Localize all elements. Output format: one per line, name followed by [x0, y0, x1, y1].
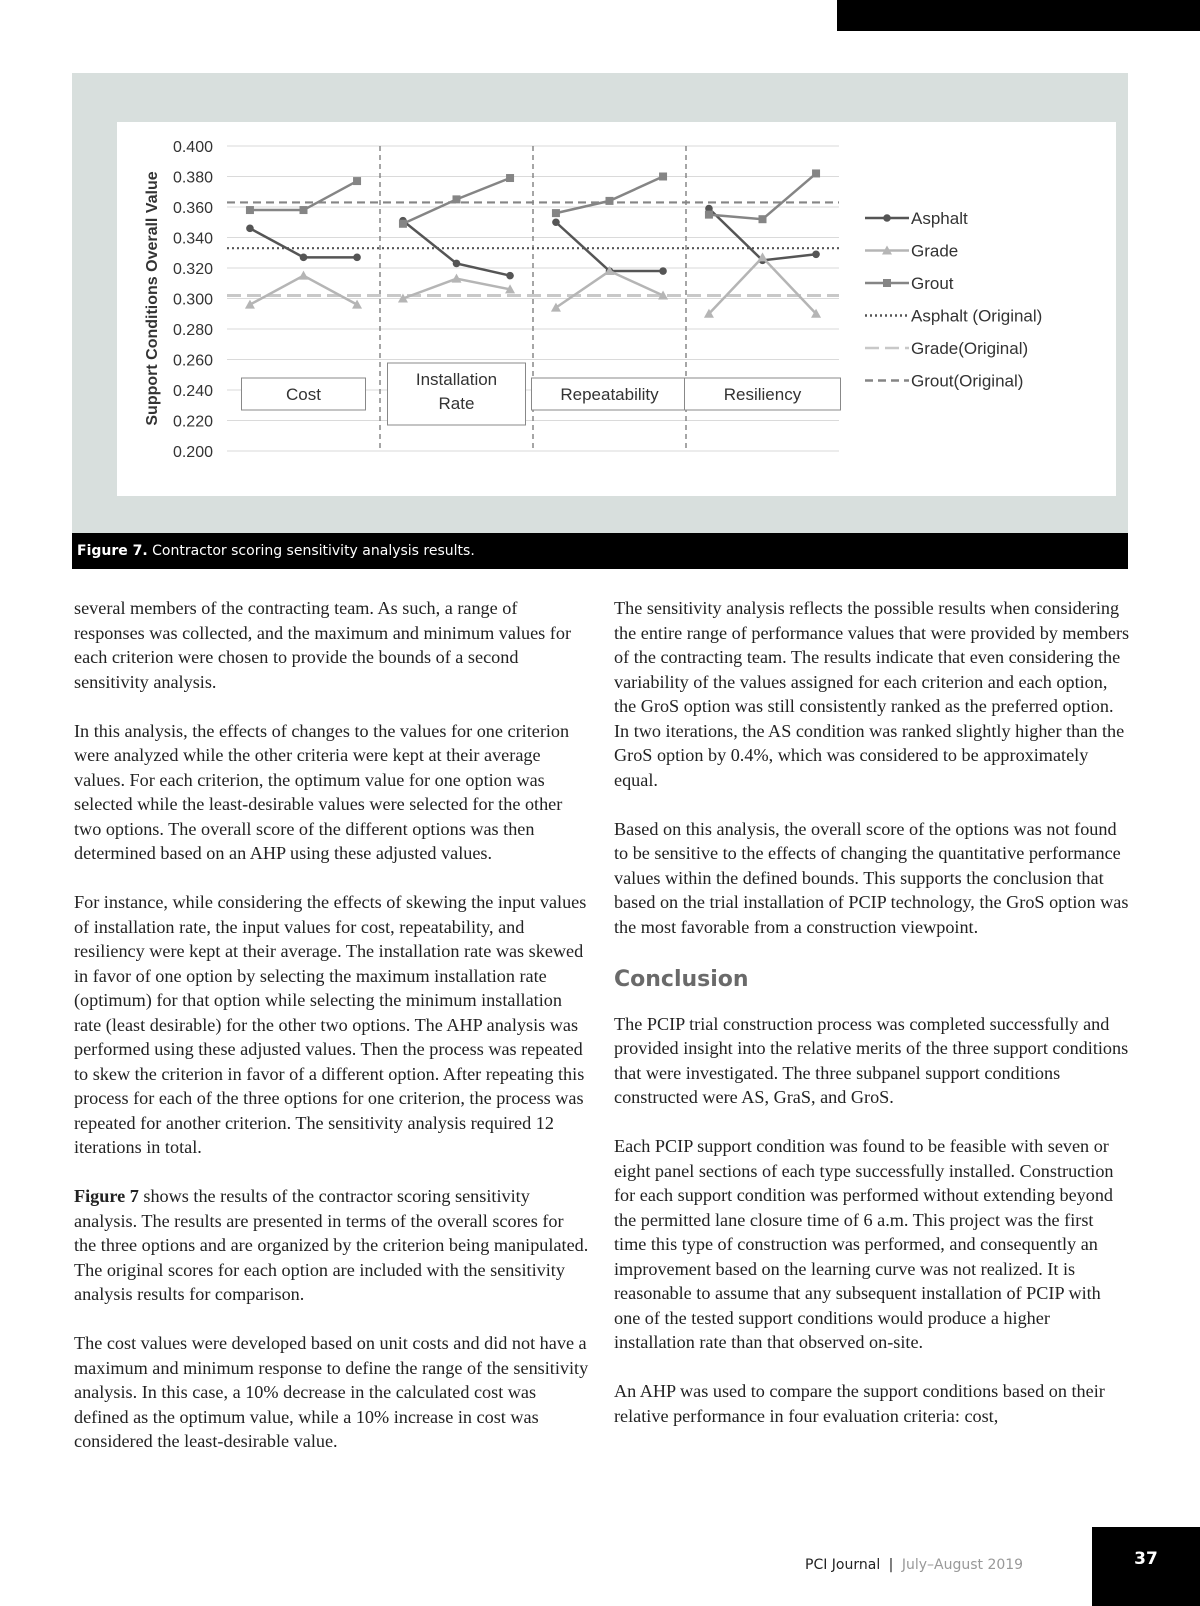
paragraph: For instance, while considering the effects of skewing the input values of installation rate, the input values for cost, repeatability, and resiliency were kept at their average. The installation rate was skewed in favor of one option by selecting the maximum installation rate (optimum) for that option while selecting the minimum installation rate (least desirable) for the other two options. The AHP analysis was performed using these adjusted values. Then the process was repeated to skew the criterion in favor of a different option. After repeating this process for each of the three options for one criterion, the process was repeated for another criterion. The sensitivity analysis required 12 iterations in total. — [74, 892, 587, 1157]
data-point — [300, 254, 308, 262]
page-number: 37 — [1092, 1527, 1200, 1606]
group-label: Repeatability — [560, 385, 659, 404]
header-black-bar — [837, 0, 1200, 31]
series-line — [250, 276, 357, 305]
legend-label: Grout — [911, 274, 954, 293]
right-text-column — [614, 596, 1130, 1453]
data-point — [506, 174, 514, 182]
legend-label: Asphalt — [911, 209, 968, 228]
data-point — [552, 209, 560, 217]
y-axis-title: Support Conditions Overall Value — [144, 171, 161, 426]
y-tick-label: 0.300 — [172, 291, 213, 309]
figure-caption-label: Figure 7. — [77, 543, 148, 559]
series-line — [250, 181, 357, 210]
data-point — [300, 206, 308, 214]
group-label: Cost — [286, 385, 321, 404]
data-point — [552, 218, 560, 226]
data-point — [353, 254, 361, 262]
legend-label: Grade(Original) — [911, 339, 1029, 358]
figure-reference[interactable]: Figure 7 — [74, 1186, 139, 1206]
chart-area — [117, 122, 1116, 496]
y-tick-label: 0.380 — [172, 169, 213, 187]
series-line — [556, 177, 663, 214]
paragraph — [74, 1184, 590, 1307]
group-label: Resiliency — [723, 385, 802, 404]
series-line — [556, 271, 663, 308]
group-label: Rate — [438, 394, 475, 413]
figure-caption — [72, 533, 1128, 569]
footer-journal-info — [805, 1557, 1023, 1573]
y-tick-label: 0.400 — [172, 139, 213, 156]
data-point — [705, 211, 713, 219]
series-line — [709, 173, 816, 219]
sensitivity-line-chart — [117, 122, 1116, 496]
data-point — [299, 271, 309, 280]
data-point — [453, 260, 461, 268]
paragraph: Based on this analysis, the overall score of the options was not found to be sensitive to the effects of changing the quantitative performance values within the defined bounds. This supports the conclusion that based on the trial installation of PCIP technology, the GroS option was the most favorable from a construction viewpoint. — [614, 818, 1129, 937]
paragraph-text: shows the results of the contractor scoring sensitivity analysis. The results are presented in terms of the overall scores for the three options and are organized by the criterion being manipulated. The original scores for each option are included with the sensitivity analysis results for comparison. — [74, 1186, 589, 1304]
section-heading: Conclusion — [614, 966, 749, 992]
y-tick-label: 0.280 — [172, 322, 213, 339]
legend-label: Grout(Original) — [911, 371, 1024, 391]
issue-date: July–August 2019 — [901, 1557, 1024, 1573]
left-text-column — [74, 596, 590, 1478]
paragraph: In this analysis, the effects of changes to the values for one criterion were analyzed while the other criteria were kept at their average values. For each criterion, the optimum value for one option was selected while the least-desirable values were selected for the other two options. The overall score of the different options was then determined based on an AHP using these adjusted values. — [74, 720, 570, 863]
legend-label: Grade — [911, 241, 959, 261]
series-line — [250, 228, 357, 257]
footer-separator: | — [888, 1557, 894, 1573]
y-tick-label: 0.220 — [172, 413, 213, 431]
y-tick-label: 0.360 — [172, 200, 213, 217]
data-point — [506, 272, 514, 280]
data-point — [759, 215, 767, 223]
paragraph: An AHP was used to compare the support conditions based on their relative performance in four evaluation criteria: cost, — [614, 1381, 1105, 1426]
data-point — [659, 267, 667, 275]
data-point — [353, 177, 361, 185]
paragraph: Each PCIP support condition was found to be feasible with seven or eight panel sections of each type successfully installed. Construction for each support condition was performed without extending beyond the permitted lane closure time of 6 a.m. This project was the first time this type of construction was performed, and consequently an improvement based on the learning curve was not realized. It is reasonable to assume that any subsequent installation of PCIP with one of the tested support conditions would produce a higher installation rate than that observed on-site. — [614, 1136, 1114, 1352]
y-tick-label: 0.240 — [172, 383, 213, 400]
paragraph: The PCIP trial construction process was completed successfully and provided insight into the relative merits of the three support conditions that were investigated. The three subpanel support conditions constructed were AS, GraS, and GroS. — [614, 1013, 1129, 1107]
data-point — [812, 169, 820, 177]
data-point — [659, 173, 667, 181]
y-tick-label: 0.260 — [172, 352, 213, 370]
data-point — [606, 197, 614, 205]
data-point — [399, 220, 407, 228]
legend-marker — [883, 279, 891, 287]
data-point — [246, 225, 254, 233]
y-tick-label: 0.340 — [172, 230, 213, 248]
legend-label: Asphalt (Original) — [911, 306, 1043, 326]
paragraph: The sensitivity analysis reflects the possible results when considering the entire range of performance values that were provided by members of the contracting team. The results indicate that even considering the variability of the values assigned for each criterion and each option, the GroS option was still consistently ranked as the preferred option. In two iterations, the AS condition was ranked slightly higher than the GroS option by 0.4%, which was considered to be approximately equal. — [614, 598, 1130, 790]
series-line — [709, 257, 816, 313]
legend-marker — [883, 214, 891, 222]
data-point — [246, 206, 254, 214]
paragraph: The cost values were developed based on unit costs and did not have a maximum and minimum response to define the range of the sensitivity analysis. In this case, a 10% decrease in the calculated cost was defined as the optimum value, while a 10% increase in cost was considered the least-desirable value. — [74, 1333, 589, 1451]
group-label: Installation — [415, 370, 498, 389]
y-tick-label: 0.200 — [172, 444, 213, 461]
figure-caption-text: Contractor scoring sensitivity analysis results. — [152, 543, 475, 559]
data-point — [453, 195, 461, 203]
paragraph: several members of the contracting team. As such, a range of responses was collected, and the maximum and minimum values for each criterion were chosen to provide the bounds of a second sensitivity analysis. — [74, 598, 572, 692]
y-tick-label: 0.320 — [172, 261, 213, 278]
data-point — [812, 250, 820, 258]
series-line — [556, 222, 663, 271]
journal-name: PCI Journal — [805, 1557, 881, 1573]
